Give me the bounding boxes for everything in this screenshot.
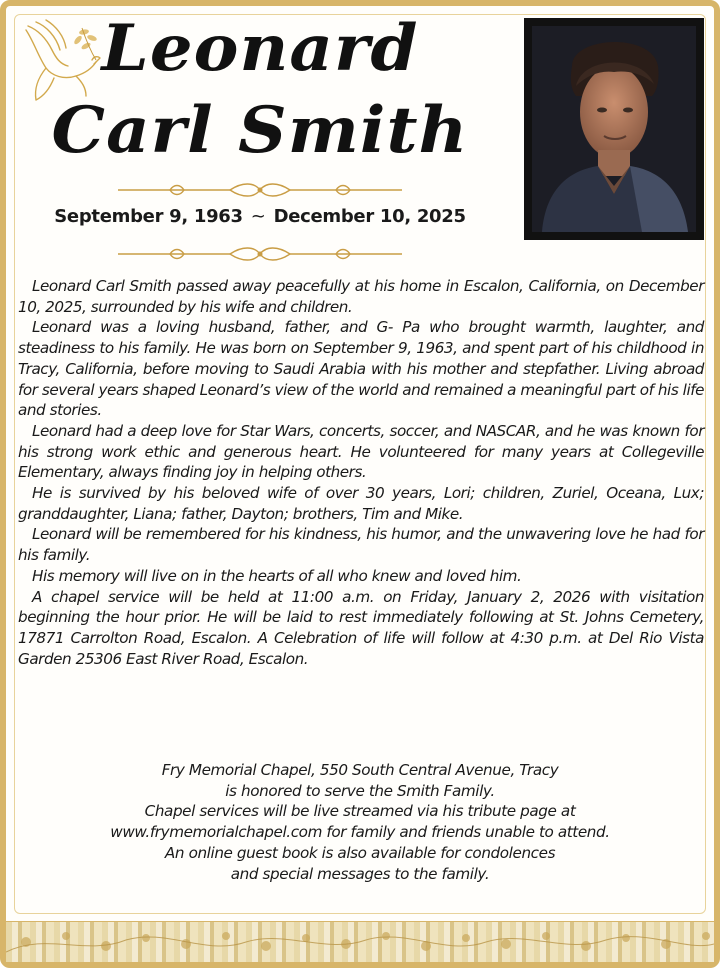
paragraph-passing: Leonard Carl Smith passed away peacefully at his home in Escalon, California, on December 10, 2025, surrounded by his wife and children. (18, 277, 704, 316)
paragraph-survivors: He is survived by his beloved wife of over 30 years, Lori; children, Zuriel, Oceana, Lux; granddaughter, Liana; father, Dayton; brothers, Tim and Mike. (18, 484, 704, 523)
paragraph-memory: His memory will live on in the hearts of all who knew and loved him. (32, 566, 522, 585)
floral-pattern-icon (6, 922, 714, 962)
closing-line: An online guest book is also available for condolences (164, 843, 556, 862)
life-dates (20, 206, 500, 227)
name-line-first: Leonard (101, 11, 419, 86)
obituary-body (18, 276, 704, 669)
paragraph-remembered: Leonard will be remembered for his kindness, his humor, and the unwavering love he had for his family. (18, 525, 704, 565)
portrait-icon (532, 26, 696, 232)
funeral-home-notice (0, 760, 720, 884)
ornament-divider-bottom (110, 246, 410, 262)
closing-line: Fry Memorial Chapel, 550 South Central Avenue, Tracy (161, 761, 559, 779)
closing-line: www.frymemorialchapel.com for family and friends unable to attend. (110, 823, 610, 842)
closing-line: and special messages to the family. (230, 864, 490, 883)
date-separator: ~ (250, 206, 266, 227)
closing-line: Chapel services will be live streamed via his tribute page at (144, 802, 576, 821)
birth-date: September 9, 1963 (54, 206, 243, 227)
paragraph-service: A chapel service will be held at 11:00 a.m. on Friday, January 2, 2026 with visitation beginning the hour prior. He will be laid to rest immediately following at St. Johns Cemetery, 17871 Carrolton Road, Escalon. A Celebration of life will follow at 4:30 p.m. at Del Rio Vista Garden 25306 East River Road, Escalon. (18, 587, 704, 668)
paragraph-interests: Leonard had a deep love for Star Wars, concerts, soccer, and NASCAR, and he was known for his strong work ethic and generous heart. He volunteered for many years at Collegeville Elementary, always finding joy in helping others. (18, 421, 704, 482)
floral-border-strip (6, 921, 714, 962)
portrait-photo (524, 18, 704, 240)
closing-line: is honored to serve the Smith Family. (225, 781, 495, 800)
paragraph-life: Leonard was a loving husband, father, and G- Pa who brought warmth, laughter, and steadiness to his family. He was born on September 9, 1963, and spent part of his childhood in Tracy, California, before moving to Saudi Arabia with his mother and stepfather. Living abroad for several years shaped Leonard’s view of the world and remained a meaningful part of his life and stories. (18, 318, 704, 420)
ornament-divider-top (110, 182, 410, 198)
death-date: December 10, 2025 (273, 206, 466, 227)
portrait-image (532, 26, 696, 232)
name-line-last: Carl Smith (51, 93, 469, 168)
